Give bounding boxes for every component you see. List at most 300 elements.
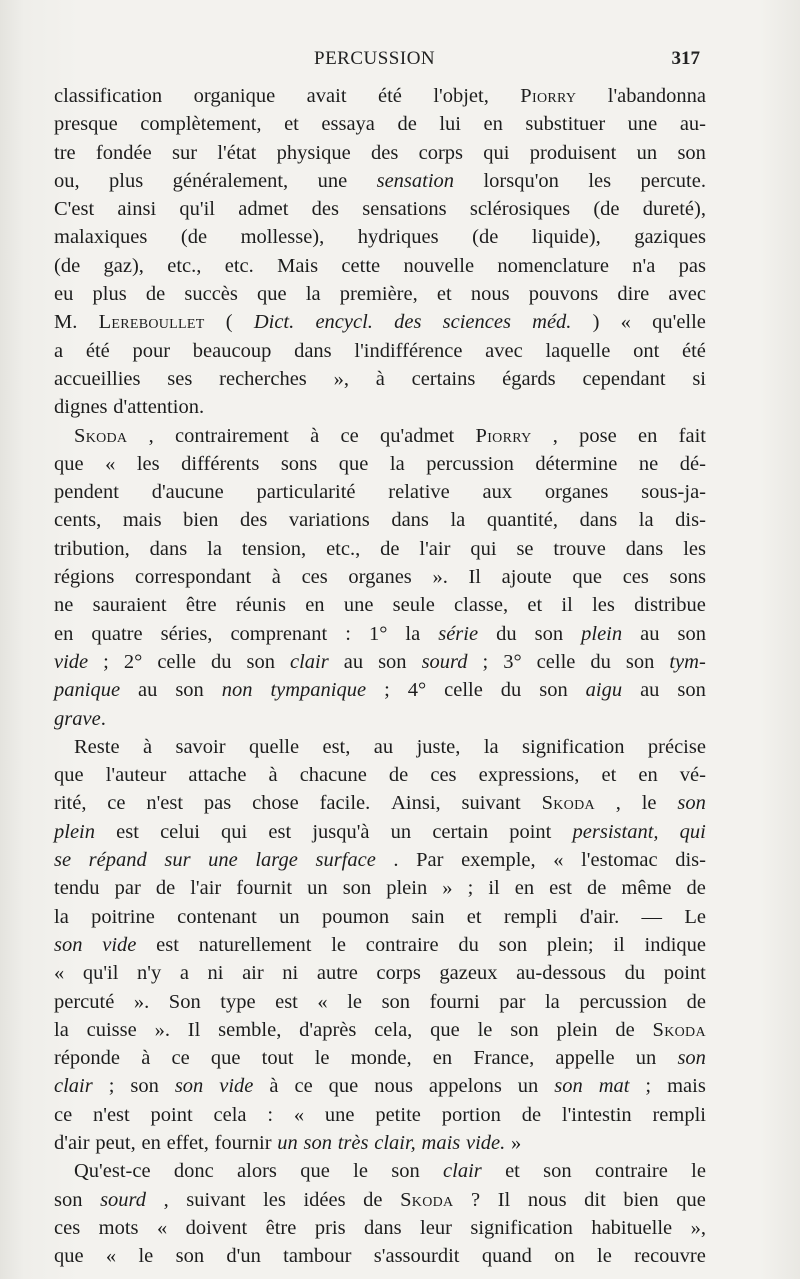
text-word: aigu [585, 679, 623, 702]
text-word: ainsi [117, 198, 157, 221]
text-word: qu'elle [652, 311, 706, 334]
text-word: au [138, 679, 158, 702]
text-word: cents, [54, 509, 102, 532]
text-word: essaya [321, 113, 375, 136]
text-word: celle [536, 650, 576, 673]
text-word: il [488, 877, 500, 900]
text-word: du [496, 622, 517, 645]
text-word: mais [421, 1131, 461, 1154]
text-word: au [343, 650, 364, 673]
text-word: même [621, 877, 672, 900]
text-word: physique [276, 141, 351, 164]
text-word: . [393, 849, 399, 872]
text-word: le [314, 1047, 330, 1070]
text-word: qui [483, 141, 510, 164]
text-word: « [156, 1216, 168, 1239]
text-word: dit [584, 1188, 606, 1211]
text-word: en [483, 113, 503, 136]
text-line [54, 676, 706, 704]
text-word: ce [294, 1075, 313, 1098]
text-word: il [561, 594, 573, 617]
text-line [54, 252, 706, 280]
text-word: ces [54, 1216, 81, 1239]
text-word: a [179, 962, 189, 985]
text-word: idées [303, 1188, 346, 1211]
text-word: son [378, 650, 407, 673]
text-word: été [85, 339, 110, 362]
text-word: le [477, 1018, 493, 1041]
text-word: être [185, 594, 217, 617]
text-word: , [615, 792, 621, 815]
text-word: poumon [321, 905, 390, 928]
text-word: « [317, 990, 328, 1013]
text-word: (de [593, 198, 620, 221]
text-word: eu [54, 283, 74, 306]
text-line [54, 1101, 706, 1129]
text-word: une [317, 169, 348, 192]
text-word: à [271, 566, 281, 589]
text-word: sons [669, 566, 706, 589]
text-word: Il [468, 566, 482, 589]
text-word: il [613, 933, 625, 956]
text-word: sons [280, 452, 318, 475]
text-word: sensation [376, 169, 455, 192]
text-word: mat [598, 1075, 630, 1098]
text-word: large [255, 849, 298, 872]
text-word: la [544, 990, 560, 1013]
text-word: etc., [326, 537, 361, 560]
text-word: non [221, 679, 253, 702]
text-word: ni [207, 962, 224, 985]
text-word: dans [391, 509, 429, 532]
text-line [54, 195, 706, 223]
text-word: persistant, [572, 820, 659, 843]
text-word: signification [470, 1216, 573, 1239]
text-word: et [527, 594, 543, 617]
text-word: à [142, 735, 153, 758]
text-word: distribue [634, 594, 706, 617]
text-word: son [554, 1075, 583, 1098]
text-word: dis- [675, 849, 706, 872]
text-word: d'aucune [151, 481, 224, 504]
text-word: ce [54, 1103, 73, 1126]
text-word: son [510, 1018, 539, 1041]
text-word: sous-ja- [641, 481, 706, 504]
text-word: indique [644, 933, 706, 956]
text-line [54, 903, 706, 931]
text-word: son [175, 679, 204, 702]
text-word: organes [544, 481, 609, 504]
text-line [54, 818, 706, 846]
text-word: un [277, 1131, 298, 1154]
text-word: en [638, 424, 658, 447]
text-word: 3° [503, 650, 522, 673]
text-word: les [136, 452, 160, 475]
text-word: à [268, 764, 278, 787]
text-line [54, 1157, 706, 1185]
text-line [54, 1129, 706, 1157]
text-word: produisent [529, 141, 617, 164]
text-word: monde, [350, 1047, 412, 1070]
text-word: « [620, 311, 631, 334]
text-word: clair [290, 650, 329, 673]
text-word: aux [482, 481, 513, 504]
text-word: plus [92, 283, 127, 306]
text-word: de [397, 113, 417, 136]
text-word: cette [341, 254, 381, 277]
text-word: égards [502, 367, 556, 390]
text-word: ce [171, 1047, 190, 1070]
text-word: Skoda [400, 1188, 454, 1211]
text-word: de [686, 877, 706, 900]
text-word: chose [252, 792, 299, 815]
text-word: que [572, 566, 603, 589]
text-word: relative [388, 481, 450, 504]
text-word: un [307, 877, 328, 900]
text-word: sur [172, 141, 198, 164]
text-word: dans [625, 537, 664, 560]
text-word: cela [213, 1103, 247, 1126]
text-word: tendu [54, 877, 100, 900]
text-word: d'après [299, 1018, 357, 1041]
text-word: Qu'est-ce [74, 1160, 151, 1183]
text-word: rité, [54, 792, 87, 815]
text-word: ces [301, 566, 328, 589]
text-word: petite [375, 1103, 421, 1126]
text-word: de [521, 1103, 542, 1126]
text-word: complètement, [140, 113, 262, 136]
text-word: son [677, 622, 706, 645]
text-word: et [601, 764, 617, 787]
text-word: », [333, 367, 349, 390]
text-word: gaz), [103, 254, 144, 277]
text-word: point [150, 1103, 193, 1126]
text-line [54, 337, 706, 365]
text-word: sclérosiques [469, 198, 571, 221]
text-word: son [677, 792, 706, 815]
text-word: tribution, [54, 537, 130, 560]
text-word: naturellement [198, 933, 312, 956]
text-word: nomenclature [497, 254, 609, 277]
text-word: au- [679, 113, 706, 136]
text-word: jusqu'à [312, 820, 370, 843]
text-word: répand [88, 849, 147, 872]
text-word: ». [133, 990, 150, 1013]
text-word: pose [579, 424, 617, 447]
text-word: fait [678, 424, 706, 447]
text-word: qui [470, 537, 497, 560]
text-word: classe, [454, 594, 509, 617]
text-word: et [466, 905, 482, 928]
text-word: habituelle [591, 1216, 673, 1239]
text-word: gazeux [439, 962, 498, 985]
text-word: C'est [54, 198, 95, 221]
text-word: du [590, 650, 611, 673]
text-word: n'est [93, 1103, 130, 1126]
text-word: la [389, 452, 405, 475]
text-word: grave [54, 707, 101, 730]
text-word: certain [432, 820, 489, 843]
text-word: que [300, 1160, 330, 1183]
text-word: Mais [277, 254, 319, 277]
text-word: rempli [503, 905, 558, 928]
text-word: pris [314, 1216, 346, 1239]
text-word: Skoda [74, 424, 128, 447]
text-word: plein [386, 877, 428, 900]
text-word: ces [622, 566, 649, 589]
text-word: à [141, 1047, 151, 1070]
page-number: 317 [671, 48, 700, 69]
text-line [54, 308, 706, 336]
text-word: qui [221, 820, 248, 843]
text-word: liquide), [531, 226, 601, 249]
text-word: sourd [100, 1188, 147, 1211]
text-word: 2° [123, 650, 143, 673]
text-line [54, 393, 706, 421]
text-word: pas [678, 254, 706, 277]
text-word: « [105, 452, 116, 475]
text-word: hydriques [357, 226, 439, 249]
text-word: la [207, 537, 222, 560]
text-word: d'air [54, 1131, 90, 1154]
text-word: cependant [582, 367, 666, 390]
text-word: air [242, 962, 264, 985]
text-word: organique [193, 85, 276, 107]
text-word: méd. [532, 311, 572, 334]
text-word: son [175, 1245, 205, 1268]
text-line [54, 422, 706, 450]
text-line [54, 874, 706, 902]
text-word: plein [54, 820, 95, 843]
text-word: un [636, 141, 658, 164]
text-word: savoir [175, 735, 226, 758]
text-word: en [514, 877, 535, 900]
text-word: portion [441, 1103, 501, 1126]
text-word: beaucoup [192, 339, 272, 362]
text-word: celle [157, 650, 197, 673]
text-word: nouvelle [403, 254, 475, 277]
text-word: exemple, [461, 849, 536, 872]
text-word: Reste [74, 735, 120, 758]
text-word: classification [54, 85, 163, 107]
text-word: en [305, 594, 325, 617]
text-word: suivant [186, 1188, 246, 1211]
text-word: avec [668, 283, 706, 306]
running-title: PERCUSSION [314, 48, 436, 69]
text-word: que [328, 1075, 359, 1098]
text-word: des [311, 198, 339, 221]
text-word: ne [638, 452, 659, 475]
text-word: son [539, 679, 568, 702]
text-line [54, 110, 706, 138]
text-word: au [640, 622, 660, 645]
text-word: la [54, 1018, 69, 1041]
text-word: série [438, 622, 479, 645]
text-line [54, 931, 706, 959]
text-word: (de [54, 254, 81, 277]
text-word: son [54, 1188, 83, 1211]
text-word: des [394, 311, 422, 334]
text-word: 1° [368, 622, 388, 645]
text-word: appelle [555, 1047, 615, 1070]
text-word: » [442, 877, 453, 900]
text-word: de [587, 877, 607, 900]
text-word: que [54, 452, 84, 475]
text-word: pouvons [528, 283, 599, 306]
text-word: mots [98, 1216, 139, 1239]
text-word: type [220, 990, 256, 1013]
text-word: contenant [177, 905, 257, 928]
text-word: dans [364, 1216, 402, 1239]
text-line [54, 620, 706, 648]
text-word: donc [173, 1160, 214, 1183]
text-word: son [677, 1047, 706, 1070]
text-word: quelle [248, 735, 300, 758]
text-word: que [430, 1018, 460, 1041]
text-word: trouve [553, 537, 606, 560]
text-word: les [263, 1188, 286, 1211]
text-word: appelons [428, 1075, 502, 1098]
text-word: rempli [652, 1103, 706, 1126]
text-word: de [686, 990, 706, 1013]
text-word: percuté [54, 990, 115, 1013]
text-word: (de [180, 226, 208, 249]
text-word: « [105, 1245, 117, 1268]
text-word: le [138, 1245, 154, 1268]
text-word: . [100, 707, 106, 730]
text-word: quatre [91, 622, 143, 645]
text-word: qu'il [179, 198, 216, 221]
text-word: bien [623, 1188, 659, 1211]
text-word: à [269, 1075, 279, 1098]
text-word: un [517, 1075, 539, 1098]
text-word: les [683, 537, 706, 560]
text-word: est [268, 820, 292, 843]
text-word: ont [633, 339, 660, 362]
text-word: le [347, 990, 363, 1013]
text-word: sur [164, 849, 191, 872]
text-word: sciences [442, 311, 511, 334]
text-word: séries, [160, 622, 213, 645]
text-line [54, 506, 706, 534]
text-word: des [370, 141, 399, 164]
text-word: d'attention. [113, 396, 205, 419]
text-line [54, 1186, 706, 1214]
text-line [54, 789, 706, 817]
text-word: seule [392, 594, 435, 617]
text-word: Piorry [475, 424, 532, 447]
text-word: pendent [54, 481, 119, 504]
text-word: celui [160, 820, 200, 843]
text-word: de [380, 537, 400, 560]
text-word: dis- [675, 509, 706, 532]
text-word: est [275, 990, 298, 1013]
text-word: ( [225, 311, 233, 334]
text-word: vide [102, 933, 137, 956]
text-word: son [391, 1160, 420, 1183]
text-word: la [638, 509, 654, 532]
text-word: que [257, 283, 287, 306]
text-word: l'auteur [105, 764, 167, 787]
text-word: des [240, 509, 268, 532]
text-word: corps [418, 141, 463, 164]
running-header [52, 48, 700, 74]
text-word: percute. [640, 169, 706, 192]
text-line [54, 1044, 706, 1072]
text-word: « [54, 962, 65, 985]
text-word: plus [109, 169, 144, 192]
text-word: son [381, 990, 411, 1013]
text-word: très [337, 1131, 369, 1154]
text-word: accueillies [54, 367, 141, 390]
text-word: laquelle [545, 339, 611, 362]
text-word: été [377, 85, 402, 107]
text-word: la [405, 622, 421, 645]
text-word: quand [481, 1245, 532, 1268]
text-word: M. [54, 311, 78, 334]
text-word: ses [167, 367, 193, 390]
text-word: ou, [54, 169, 80, 192]
text-word: tym- [669, 650, 706, 673]
text-line [54, 167, 706, 195]
text-word: particularité [256, 481, 356, 504]
text-word: juste, [416, 735, 461, 758]
text-word: substituer [525, 113, 606, 136]
text-word: son [303, 1131, 332, 1154]
text-word: , [552, 424, 558, 447]
text-word: un [279, 905, 300, 928]
text-word: l'estomac [581, 849, 658, 872]
text-line [54, 1214, 706, 1242]
text-word: nous [374, 1075, 413, 1098]
text-word: dureté), [642, 198, 706, 221]
text-word: son [130, 1075, 159, 1098]
text-word: ce [107, 792, 126, 815]
text-line [54, 591, 706, 619]
text-word: du [624, 962, 646, 985]
text-word: « [553, 849, 564, 872]
text-line [54, 959, 706, 987]
text-word: vé- [679, 764, 706, 787]
text-line [54, 535, 706, 563]
text-word: au-dessous [516, 962, 607, 985]
text-word: clair [443, 1160, 482, 1183]
text-word: poitrine [91, 905, 155, 928]
text-word: nous [470, 283, 510, 306]
text-word: ce [340, 424, 359, 447]
text-word: du [500, 679, 522, 702]
text-word: Dict. [253, 311, 295, 334]
text-word: dignes [54, 396, 108, 419]
text-line [54, 82, 706, 110]
text-word: précise [647, 735, 706, 758]
text-word: la [483, 735, 499, 758]
text-word: cela, [374, 1018, 413, 1041]
text-word: ne [54, 594, 74, 617]
text-word: son [625, 650, 655, 673]
text-word: celle [444, 679, 483, 702]
text-word: être [265, 1216, 297, 1239]
text-word: Lereboullet [98, 311, 205, 334]
text-word: ; [482, 650, 489, 673]
text-word: Son [168, 990, 201, 1013]
text-word: comprenant [230, 622, 328, 645]
text-word: plein; [546, 933, 594, 956]
text-line [54, 223, 706, 251]
text-word: semble, [218, 1018, 282, 1041]
text-word: 4° [407, 679, 427, 702]
text-word: réponde [54, 1047, 121, 1070]
